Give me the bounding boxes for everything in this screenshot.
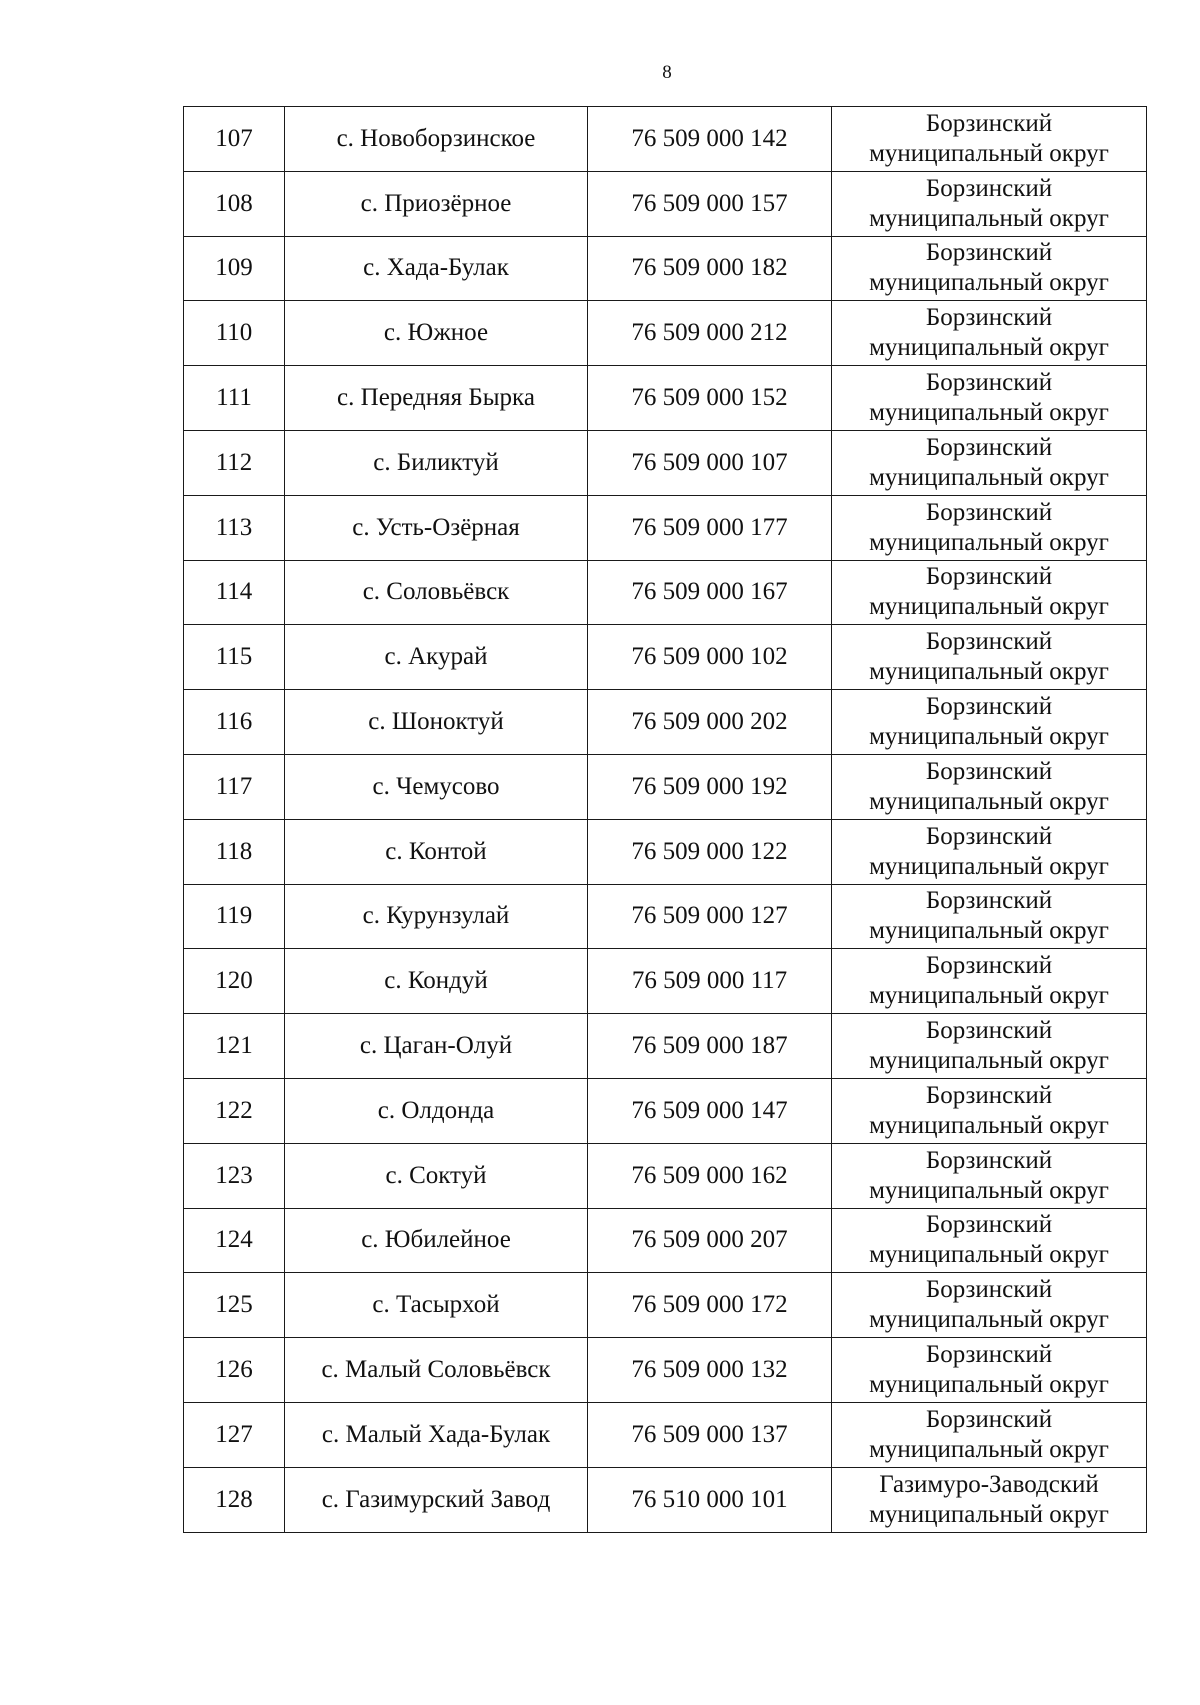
settlement-name-cell: с. Хада-Булак — [285, 236, 588, 301]
oktmo-code-cell: 76 509 000 117 — [588, 949, 832, 1014]
district-cell — [832, 949, 1147, 1014]
district-cell — [832, 1273, 1147, 1338]
district-name: Борзинский — [925, 109, 1053, 137]
oktmo-code-cell: 76 509 000 142 — [588, 107, 832, 172]
table-row — [184, 949, 1147, 1014]
district-name: Борзинский — [925, 1341, 1053, 1369]
district-type: муниципальный округ — [869, 982, 1109, 1010]
row-number-cell: 108 — [184, 171, 285, 236]
table-row — [184, 1078, 1147, 1143]
district-cell — [832, 884, 1147, 949]
table-row — [184, 495, 1147, 560]
settlement-name-cell: с. Шоноктуй — [285, 690, 588, 755]
district-type: муниципальный округ — [869, 1047, 1109, 1075]
oktmo-code-cell: 76 509 000 132 — [588, 1338, 832, 1403]
settlement-name-cell: с. Малый Соловьёвск — [285, 1338, 588, 1403]
district-type: муниципальный округ — [869, 852, 1109, 880]
row-number-cell: 120 — [184, 949, 285, 1014]
oktmo-code-cell: 76 509 000 167 — [588, 560, 832, 625]
district-cell — [832, 107, 1147, 172]
district-name: Борзинский — [925, 563, 1053, 591]
oktmo-code-cell: 76 509 000 207 — [588, 1208, 832, 1273]
table-row — [184, 1208, 1147, 1273]
oktmo-code-cell: 76 509 000 162 — [588, 1143, 832, 1208]
district-cell — [832, 560, 1147, 625]
table-row — [184, 560, 1147, 625]
district-name: Борзинский — [925, 369, 1053, 397]
district-name: Борзинский — [925, 174, 1053, 202]
row-number-cell: 128 — [184, 1467, 285, 1532]
row-number-cell: 119 — [184, 884, 285, 949]
district-name: Борзинский — [925, 1017, 1053, 1045]
settlements-table-body — [184, 107, 1147, 1533]
oktmo-code-cell: 76 509 000 147 — [588, 1078, 832, 1143]
district-type: муниципальный округ — [869, 1241, 1109, 1269]
settlement-name-cell: с. Соктуй — [285, 1143, 588, 1208]
district-cell — [832, 1402, 1147, 1467]
row-number-cell: 118 — [184, 819, 285, 884]
row-number-cell: 109 — [184, 236, 285, 301]
settlement-name-cell: с. Юбилейное — [285, 1208, 588, 1273]
settlement-name-cell: с. Кондуй — [285, 949, 588, 1014]
settlement-name-cell: с. Биликтуй — [285, 430, 588, 495]
oktmo-code-cell: 76 510 000 101 — [588, 1467, 832, 1532]
district-cell — [832, 1143, 1147, 1208]
settlement-name-cell: с. Контой — [285, 819, 588, 884]
district-cell — [832, 301, 1147, 366]
row-number-cell: 112 — [184, 430, 285, 495]
settlement-name-cell: с. Малый Хада-Булак — [285, 1402, 588, 1467]
settlement-name-cell: с. Газимурский Завод — [285, 1467, 588, 1532]
oktmo-code-cell: 76 509 000 127 — [588, 884, 832, 949]
district-name: Борзинский — [925, 239, 1053, 267]
oktmo-code-cell: 76 509 000 107 — [588, 430, 832, 495]
district-type: муниципальный округ — [869, 1435, 1109, 1463]
district-name: Борзинский — [925, 1146, 1053, 1174]
district-type: муниципальный округ — [869, 1176, 1109, 1204]
district-name: Борзинский — [925, 693, 1053, 721]
oktmo-code-cell: 76 509 000 202 — [588, 690, 832, 755]
page-number: 8 — [662, 62, 672, 83]
district-name: Борзинский — [925, 628, 1053, 656]
row-number-cell: 113 — [184, 495, 285, 560]
oktmo-code-cell: 76 509 000 172 — [588, 1273, 832, 1338]
settlements-table — [183, 106, 1147, 1533]
district-cell — [832, 1208, 1147, 1273]
district-name: Борзинский — [925, 1405, 1053, 1433]
district-cell — [832, 1078, 1147, 1143]
oktmo-code-cell: 76 509 000 102 — [588, 625, 832, 690]
row-number-cell: 121 — [184, 1014, 285, 1079]
district-type: муниципальный округ — [869, 204, 1109, 232]
district-cell — [832, 366, 1147, 431]
row-number-cell: 124 — [184, 1208, 285, 1273]
district-type: муниципальный округ — [869, 334, 1109, 362]
district-cell — [832, 430, 1147, 495]
district-cell — [832, 236, 1147, 301]
district-type: муниципальный округ — [869, 139, 1109, 167]
district-type: муниципальный округ — [869, 723, 1109, 751]
settlement-name-cell: с. Тасырхой — [285, 1273, 588, 1338]
settlement-name-cell: с. Курунзулай — [285, 884, 588, 949]
row-number-cell: 126 — [184, 1338, 285, 1403]
table-row — [184, 819, 1147, 884]
row-number-cell: 122 — [184, 1078, 285, 1143]
district-type: муниципальный округ — [869, 1500, 1109, 1528]
settlement-name-cell: с. Передняя Бырка — [285, 366, 588, 431]
oktmo-code-cell: 76 509 000 177 — [588, 495, 832, 560]
settlement-name-cell: с. Южное — [285, 301, 588, 366]
table-row — [184, 690, 1147, 755]
settlement-name-cell: с. Приозёрное — [285, 171, 588, 236]
table-row — [184, 1338, 1147, 1403]
district-cell — [832, 495, 1147, 560]
district-type: муниципальный округ — [869, 269, 1109, 297]
row-number-cell: 125 — [184, 1273, 285, 1338]
table-row — [184, 1273, 1147, 1338]
district-name: Борзинский — [925, 887, 1053, 915]
table-row — [184, 236, 1147, 301]
district-cell — [832, 1467, 1147, 1532]
district-cell — [832, 171, 1147, 236]
row-number-cell: 116 — [184, 690, 285, 755]
row-number-cell: 107 — [184, 107, 285, 172]
district-type: муниципальный округ — [869, 917, 1109, 945]
table-row — [184, 366, 1147, 431]
oktmo-code-cell: 76 509 000 157 — [588, 171, 832, 236]
district-type: муниципальный округ — [869, 1111, 1109, 1139]
district-name: Борзинский — [925, 1081, 1053, 1109]
table-row — [184, 301, 1147, 366]
district-name: Газимуро-Заводский — [879, 1470, 1099, 1498]
district-cell — [832, 1338, 1147, 1403]
table-row — [184, 430, 1147, 495]
table-row — [184, 754, 1147, 819]
settlement-name-cell: с. Соловьёвск — [285, 560, 588, 625]
oktmo-code-cell: 76 509 000 137 — [588, 1402, 832, 1467]
district-name: Борзинский — [925, 304, 1053, 332]
settlement-name-cell: с. Новоборзинское — [285, 107, 588, 172]
district-cell — [832, 690, 1147, 755]
oktmo-code-cell: 76 509 000 187 — [588, 1014, 832, 1079]
district-type: муниципальный округ — [869, 1371, 1109, 1399]
table-row — [184, 1143, 1147, 1208]
district-name: Борзинский — [925, 1211, 1053, 1239]
district-type: муниципальный округ — [869, 399, 1109, 427]
settlement-name-cell: с. Олдонда — [285, 1078, 588, 1143]
oktmo-code-cell: 76 509 000 212 — [588, 301, 832, 366]
table-row — [184, 171, 1147, 236]
settlement-name-cell: с. Акурай — [285, 625, 588, 690]
district-type: муниципальный округ — [869, 1306, 1109, 1334]
row-number-cell: 123 — [184, 1143, 285, 1208]
oktmo-code-cell: 76 509 000 122 — [588, 819, 832, 884]
settlement-name-cell: с. Усть-Озёрная — [285, 495, 588, 560]
district-cell — [832, 1014, 1147, 1079]
table-row — [184, 1402, 1147, 1467]
district-name: Борзинский — [925, 952, 1053, 980]
district-type: муниципальный округ — [869, 528, 1109, 556]
settlement-name-cell: с. Цаган-Олуй — [285, 1014, 588, 1079]
settlement-name-cell: с. Чемусово — [285, 754, 588, 819]
table-row — [184, 107, 1147, 172]
oktmo-code-cell: 76 509 000 182 — [588, 236, 832, 301]
district-name: Борзинский — [925, 757, 1053, 785]
district-type: муниципальный округ — [869, 787, 1109, 815]
oktmo-code-cell: 76 509 000 152 — [588, 366, 832, 431]
district-type: муниципальный округ — [869, 593, 1109, 621]
row-number-cell: 110 — [184, 301, 285, 366]
district-name: Борзинский — [925, 822, 1053, 850]
row-number-cell: 115 — [184, 625, 285, 690]
row-number-cell: 111 — [184, 366, 285, 431]
district-cell — [832, 625, 1147, 690]
table-row — [184, 1014, 1147, 1079]
district-cell — [832, 754, 1147, 819]
district-type: муниципальный округ — [869, 463, 1109, 491]
row-number-cell: 127 — [184, 1402, 285, 1467]
row-number-cell: 117 — [184, 754, 285, 819]
district-name: Борзинский — [925, 1276, 1053, 1304]
oktmo-code-cell: 76 509 000 192 — [588, 754, 832, 819]
district-name: Борзинский — [925, 498, 1053, 526]
table-row — [184, 884, 1147, 949]
district-name: Борзинский — [925, 433, 1053, 461]
table-row — [184, 1467, 1147, 1532]
row-number-cell: 114 — [184, 560, 285, 625]
district-cell — [832, 819, 1147, 884]
district-type: муниципальный округ — [869, 658, 1109, 686]
table-row — [184, 625, 1147, 690]
